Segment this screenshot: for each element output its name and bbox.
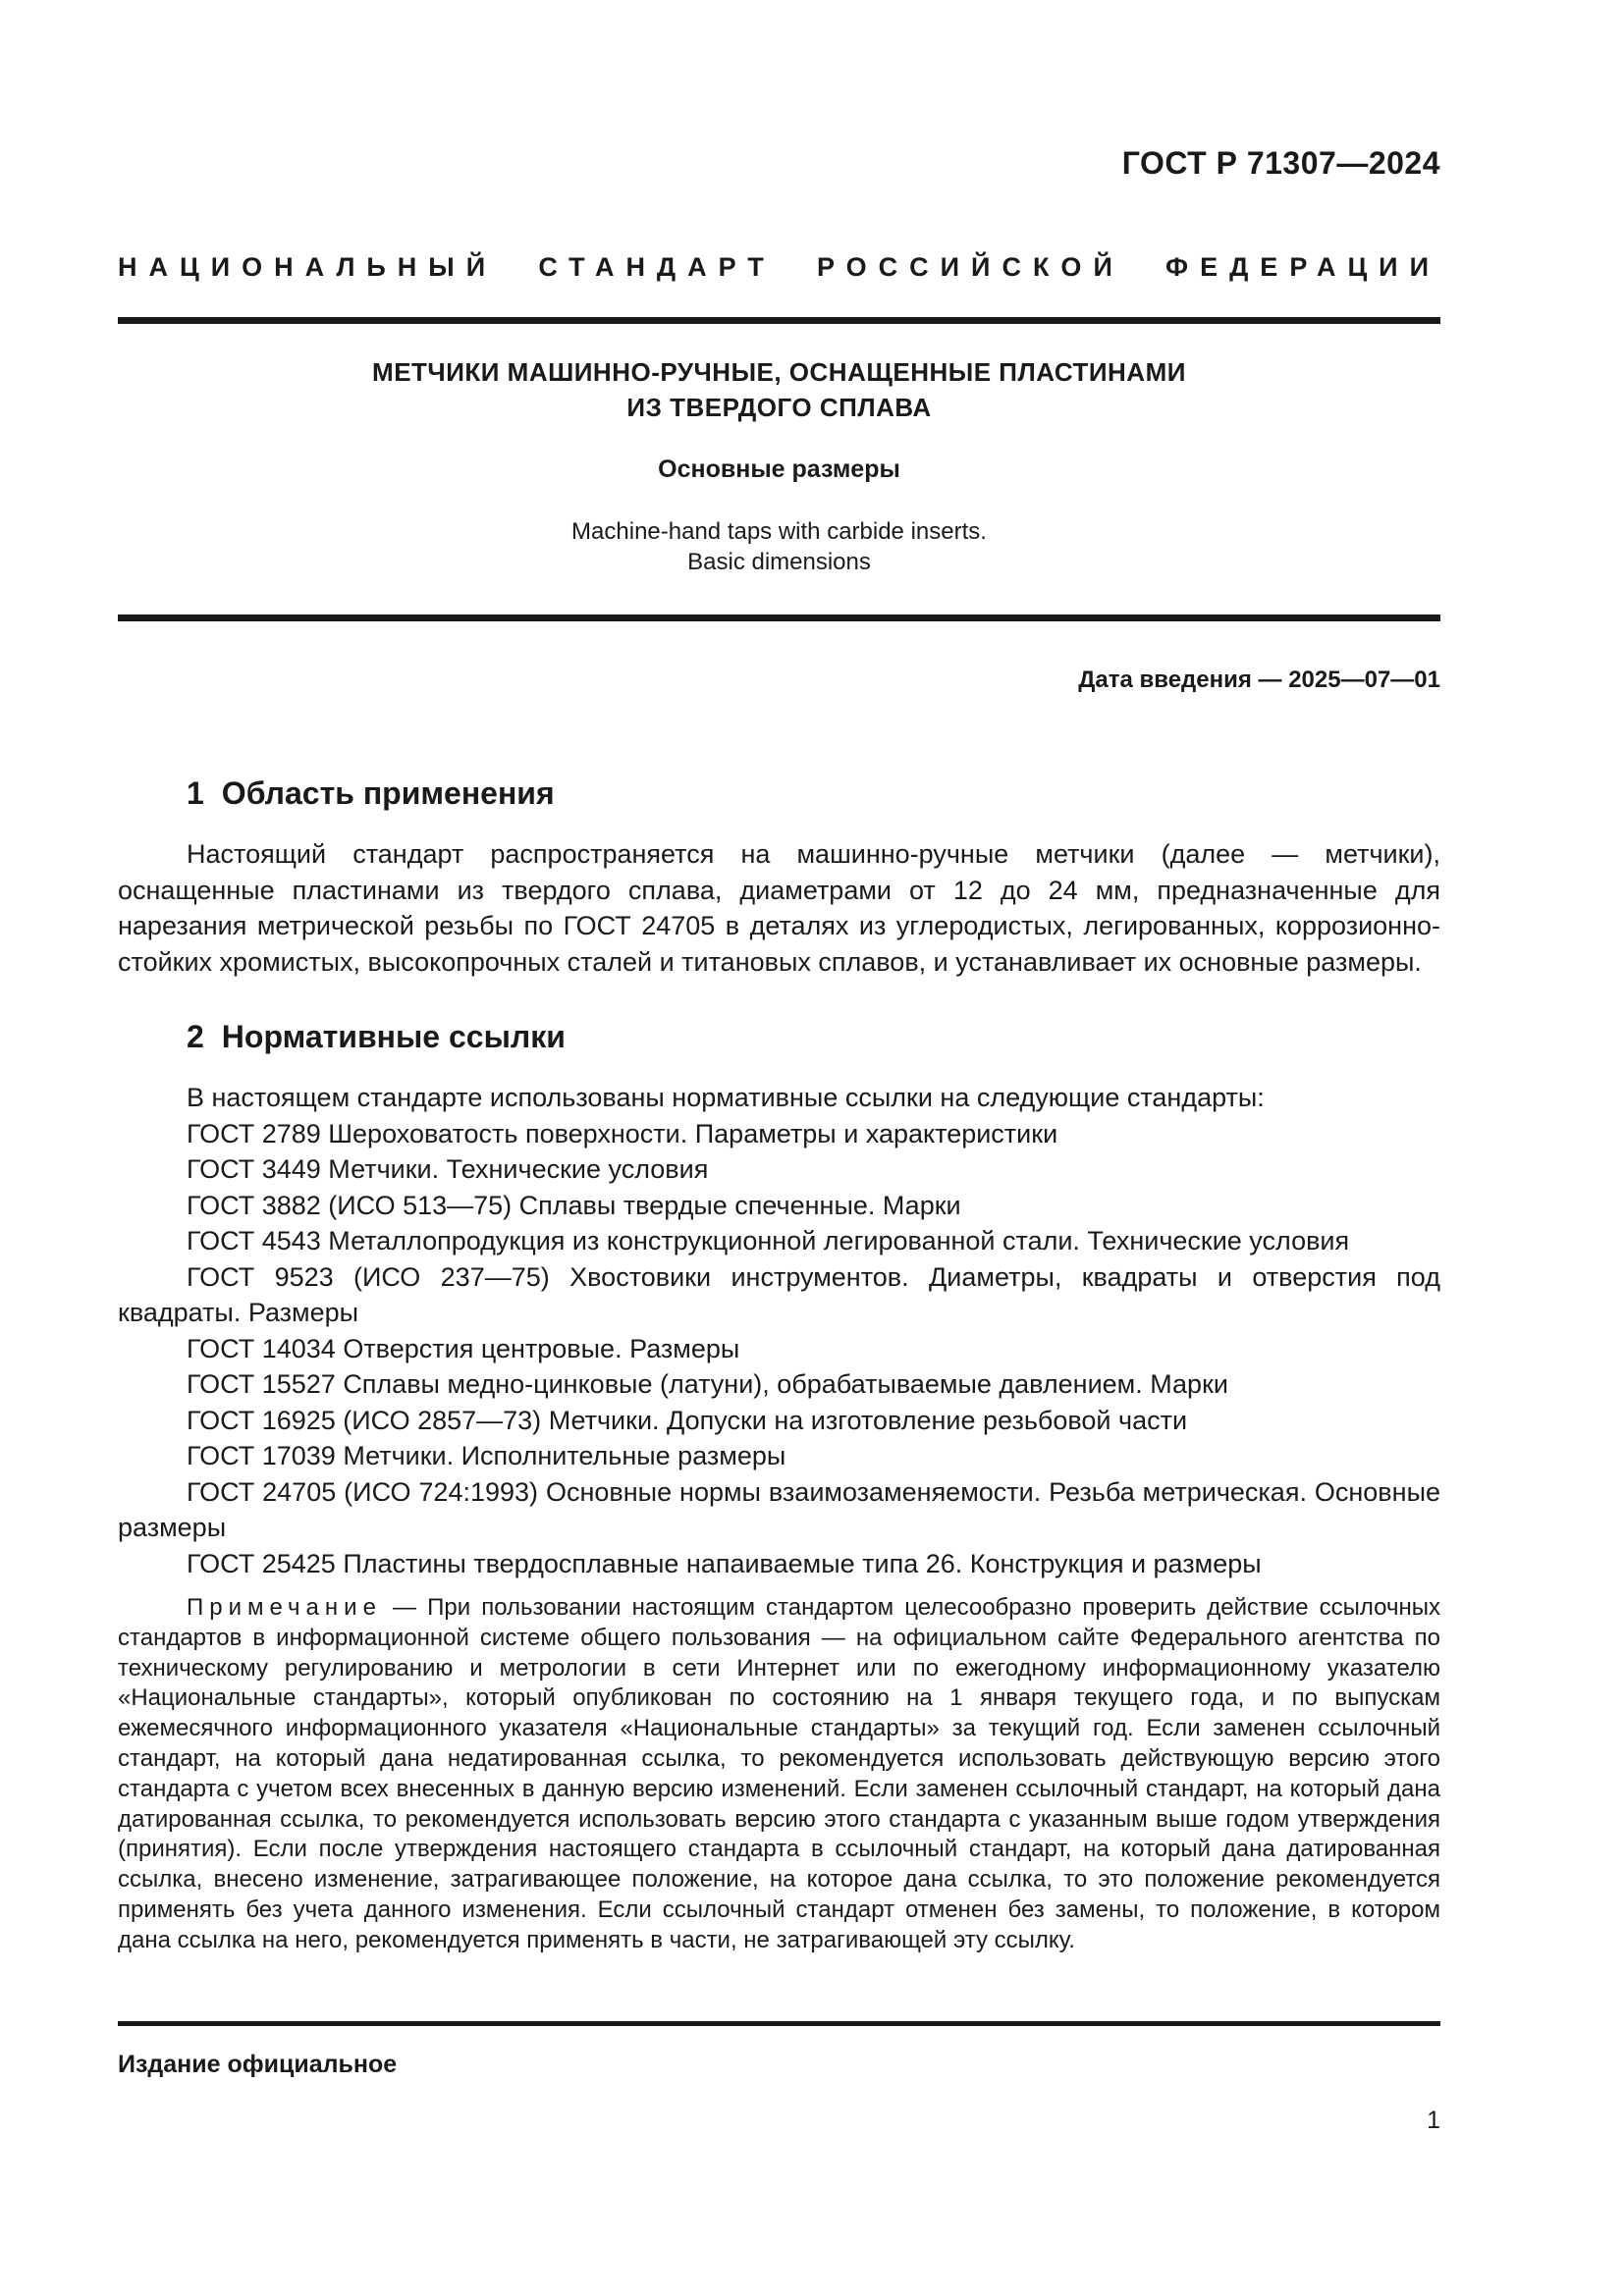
page-number: 1 xyxy=(1427,2107,1440,2134)
reference-title: Отверстия центровые. Размеры xyxy=(343,1333,740,1363)
references-list xyxy=(118,1080,1440,1581)
reference-code: ГОСТ 16925 (ИСО 2857—73) xyxy=(187,1405,542,1435)
reference-title: Шероховатость поверхности. Параметры и характеристики xyxy=(328,1118,1058,1148)
reference-title: Хвостовики инструментов. Диаметры, квадраты и отверстия под квадраты. Размеры xyxy=(118,1261,1440,1327)
reference-code: ГОСТ 24705 (ИСО 724:1993) xyxy=(187,1476,539,1507)
reference-code: ГОСТ 2789 xyxy=(187,1118,321,1148)
reference-code: ГОСТ 4543 xyxy=(187,1226,321,1255)
national-standard-banner: НАЦИОНАЛЬНЫЙ СТАНДАРТ РОССИЙСКОЙ ФЕДЕРАЦИИ xyxy=(118,252,1440,282)
reference-title: Пластины твердосплавные напаиваемые типа 26. Конструкция и размеры xyxy=(343,1548,1262,1578)
reference-title: Металлопродукция из конструкционной легированной стали. Технические условия xyxy=(328,1226,1350,1255)
reference-item xyxy=(118,1116,1440,1152)
reference-code: ГОСТ 15527 xyxy=(187,1369,336,1399)
english-title xyxy=(118,516,1440,577)
reference-title: Сплавы медно-цинковые (латуни), обрабатываемые давлением. Марки xyxy=(343,1369,1228,1399)
reference-code: ГОСТ 3449 xyxy=(187,1154,321,1184)
reference-title: Метчики. Исполнительные размеры xyxy=(343,1441,786,1470)
reference-code: ГОСТ 14034 xyxy=(187,1333,336,1363)
reference-item xyxy=(118,1331,1440,1367)
section-2-heading xyxy=(187,1019,566,1055)
section-1-heading xyxy=(187,775,555,812)
reference-title: Метчики. Допуски на изготовление резьбовой части xyxy=(548,1405,1188,1435)
reference-item xyxy=(118,1223,1440,1259)
reference-code: ГОСТ 9523 (ИСО 237—75) xyxy=(187,1261,550,1292)
top-divider xyxy=(118,317,1440,324)
reference-item xyxy=(118,1259,1440,1331)
reference-item xyxy=(118,1151,1440,1188)
references-intro: В настоящем стандарте использованы нормативные ссылки на следующие стандарты: xyxy=(187,1083,1265,1112)
section-1-text: Настоящий стандарт распространяется на машинно-ручные метчики (далее — метчики), оснащенные пластинами из твердого сплава, диаметрами от 12 до 24 мм, предназначенные для нарезания метрической резьбы по ГОСТ 24705 в деталях из углеродистых, легированных, коррозионно-стойких хромистых, высокопрочных сталей и титановых сплавов, и устанавливает их основные размеры. xyxy=(118,839,1440,977)
note-text: — При пользовании настоящим стандартом целесообразно проверить действие ссылочных стандартов в информационной системе общего пользования — на официальном сайте Федерального агентства по техническому регулированию и метрологии в сети Интернет или по ежегодному информационному указателю «Национальные стандарты», который опубликован по состоянию на 1 января текущего года, и по выпускам ежемесячного информационного указателя «Национальные стандарты» за текущий год. Если заменен ссылочный стандарт, на который дана недатированная ссылка, то рекомендуется использовать действующую версию этого стандарта с учетом всех внесенных в данную версию изменений. Если заменен ссылочный стандарт, на который дана датированная ссылка, то рекомендуется использовать версию этого стандарта с указанным выше годом утверждения (принятия). Если после утверждения настоящего стандарта в ссылочный стандарт, на который дана датированная ссылка, внесено изменение, затрагивающее положение, на которое дана ссылка, то это положение рекомендуется применять без учета данного изменения. Если ссылочный стандарт отменен без замены, то положение, в котором дана ссылка на него, рекомендуется применять в части, не затрагивающей эту ссылку. xyxy=(118,1594,1441,1953)
reference-item xyxy=(118,1438,1440,1474)
reference-item xyxy=(118,1546,1440,1582)
introduction-date: Дата введения — 2025—07—01 xyxy=(1078,667,1440,693)
document-subtitle: Основные размеры xyxy=(658,455,900,483)
section-1-number: 1 xyxy=(187,775,204,811)
reference-title: Сплавы твердые спеченные. Марки xyxy=(518,1190,961,1220)
title-divider xyxy=(118,614,1440,621)
reference-item xyxy=(118,1403,1440,1439)
title-line-2: ИЗ ТВЕРДОГО СПЛАВА xyxy=(626,393,932,422)
reference-code: ГОСТ 3882 (ИСО 513—75) xyxy=(187,1190,513,1220)
reference-title: Метчики. Технические условия xyxy=(328,1154,709,1184)
official-edition-label: Издание официальное xyxy=(118,2051,398,2078)
reference-code: ГОСТ 25425 xyxy=(187,1548,336,1578)
section-1-title: Область применения xyxy=(221,775,555,811)
section-1-paragraph xyxy=(118,836,1440,980)
title-line-1: МЕТЧИКИ МАШИННО-РУЧНЫЕ, ОСНАЩЕННЫЕ ПЛАСТИНАМИ xyxy=(372,357,1186,387)
references-note xyxy=(118,1593,1440,1956)
bottom-divider xyxy=(118,2021,1440,2026)
document-title xyxy=(118,354,1440,425)
document-number: ГОСТ Р 71307—2024 xyxy=(1121,145,1440,181)
note-label: Примечание xyxy=(187,1594,382,1621)
english-title-line-2: Basic dimensions xyxy=(687,549,871,575)
reference-item xyxy=(118,1366,1440,1403)
reference-item xyxy=(118,1474,1440,1546)
section-2-title: Нормативные ссылки xyxy=(221,1019,566,1054)
reference-item xyxy=(118,1188,1440,1224)
reference-code: ГОСТ 17039 xyxy=(187,1441,336,1470)
english-title-line-1: Machine-hand taps with carbide inserts. xyxy=(571,518,987,545)
section-2-number: 2 xyxy=(187,1019,204,1054)
reference-title: Основные нормы взаимозаменяемости. Резьба метрическая. Основные размеры xyxy=(118,1476,1440,1542)
